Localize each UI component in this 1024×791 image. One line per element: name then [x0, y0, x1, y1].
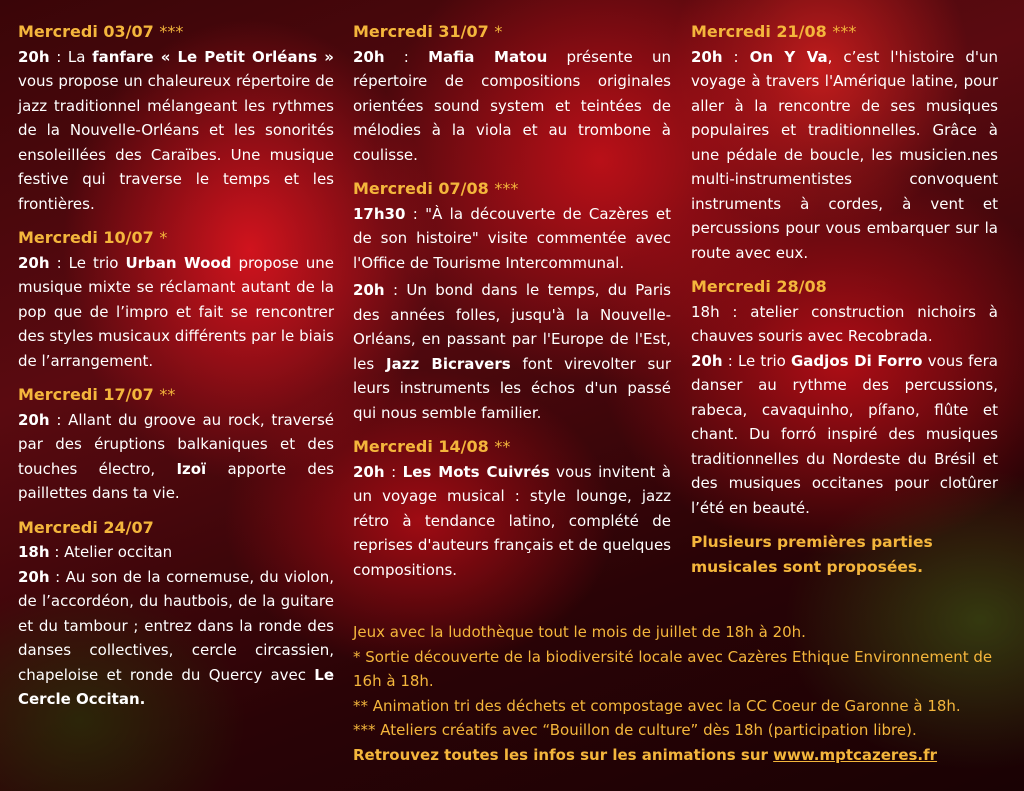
event-workshop: 18h : Atelier occitan: [18, 543, 173, 561]
band-name: Mafia Matou: [428, 47, 548, 66]
event-3107: [353, 20, 671, 167]
event-2407: [18, 516, 334, 712]
event-1408: [353, 435, 671, 582]
column-2: [353, 20, 671, 592]
event-description: 20h : Un bond dans le temps, du Paris des années folles, jusqu'à la Nouvelle-Orléans, en passant par l'Europe de l'Est, les Jazz Bicravers font virevolter sur leurs instruments les échos d'un passé qui nous semble familier.: [353, 281, 672, 422]
event-description: 20h : Les Mots Cuivrés vous invitent à un voyage musical : style lounge, jazz rétro à tendance latino, complété de reprises d'auteurs français et de quelques compositions.: [353, 462, 671, 579]
event-date: Mercredi 07/08 ***: [353, 179, 519, 198]
event-0307: [18, 20, 334, 216]
band-name: Urban Wood: [125, 253, 232, 272]
event-date: Mercredi 10/07 *: [18, 228, 168, 247]
band-name: Izoï: [176, 459, 207, 478]
info-line: Retrouvez toutes les infos sur les animations sur www.mptcazeres.fr: [353, 745, 938, 764]
band-name: Gadjos Di Forro: [791, 351, 923, 370]
event-description: 20h : Allant du groove au rock, traversé par des éruptions balkaniques et des touches électro, Izoï apporte des paillettes dans ta vie.: [18, 410, 334, 502]
band-name: Les Mots Cuivrés: [402, 462, 550, 481]
event-date: Mercredi 17/07 **: [18, 385, 176, 404]
opening-acts-note: Plusieurs premières parties musicales sont proposées.: [691, 533, 933, 576]
website-link[interactable]: www.mptcazeres.fr: [773, 745, 938, 764]
event-2108: [691, 20, 998, 265]
event-description: 20h : La fanfare « Le Petit Orléans » vous propose un chaleureux répertoire de jazz traditionnel mélangeant les rythmes de la Nouvelle-Orléans et les sonorités ensoleillées des Caraïbes. Une musique festive qui traverse le temps et les frontières.: [18, 47, 334, 213]
band-name: Le Cercle Occitan.: [18, 665, 334, 708]
event-description: 20h : Le trio Gadjos Di Forro vous fera danser au rythme des percussions, rabeca, cavaquinho, pífano, flûte et chant. Du forró inspiré des musiques traditionnelles du Nordeste du Brésil et des musiques occitanes pour clotûrer l’été en beauté.: [691, 351, 998, 517]
event-description: 20h : Au son de la cornemuse, du violon, de l’accordéon, du hautbois, de la guitare et du tambour ; entrez dans la ronde des danses collectives, cercle circassien, chapeloise et ronde du Quercy avec Le Cercle Occitan.: [18, 567, 334, 708]
event-description: 20h : Mafia Matou présente un répertoire de compositions originales orientées sound system et teintées de mélodies à la viola et au trombone à coulisse.: [353, 47, 671, 164]
event-date: Mercredi 28/08: [691, 277, 827, 296]
event-workshop: 18h : atelier construction nichoirs à chauves souris avec Recobrada.: [691, 302, 998, 345]
column-3: [691, 20, 998, 580]
footer-notes: [353, 620, 1003, 767]
note-one-star: * Sortie découverte de la biodiversité locale avec Cazères Ethique Environnement de 16h à 18h.: [353, 647, 993, 690]
event-description: 20h : On Y Va, c’est l'histoire d'un voyage à travers l'Amérique latine, pour aller à la rencontre de ses musiques populaires et traditionnelles. Grâce à une pédale de boucle, les musicien.nes multi-instrumentistes convoquent instruments à cordes, à vent et percussions pour vous embarquer sur la route avec eux.: [691, 47, 998, 262]
note-three-stars: *** Ateliers créatifs avec “Bouillon de culture” dès 18h (participation libre).: [353, 721, 917, 739]
band-name: fanfare « Le Petit Orléans »: [92, 47, 334, 66]
event-date: Mercredi 03/07 ***: [18, 22, 184, 41]
event-date: Mercredi 14/08 **: [353, 437, 511, 456]
event-1007: [18, 226, 334, 373]
note-two-stars: ** Animation tri des déchets et compostage avec la CC Coeur de Garonne à 18h.: [353, 696, 961, 715]
note-ludotheque: Jeux avec la ludothèque tout le mois de juillet de 18h à 20h.: [353, 623, 806, 641]
event-date: Mercredi 21/08 ***: [691, 22, 857, 41]
event-date: Mercredi 24/07: [18, 517, 154, 537]
column-1: [18, 20, 334, 722]
event-2808: [691, 275, 998, 520]
event-1707: [18, 383, 334, 506]
event-description: 20h : Le trio Urban Wood propose une musique mixte se réclamant autant de la pop que de l’impro et fait se rencontrer des styles musicaux différents par le biais de l’arrangement.: [18, 253, 335, 370]
band-name: Jazz Bicravers: [386, 354, 511, 373]
band-name: On Y Va: [749, 47, 828, 66]
event-date: Mercredi 31/07 *: [353, 22, 503, 41]
event-visit: 17h30 : "À la découverte de Cazères et de son histoire" visite commentée avec l'Office de Tourisme Intercommunal.: [353, 204, 671, 272]
event-0708: [353, 177, 671, 425]
